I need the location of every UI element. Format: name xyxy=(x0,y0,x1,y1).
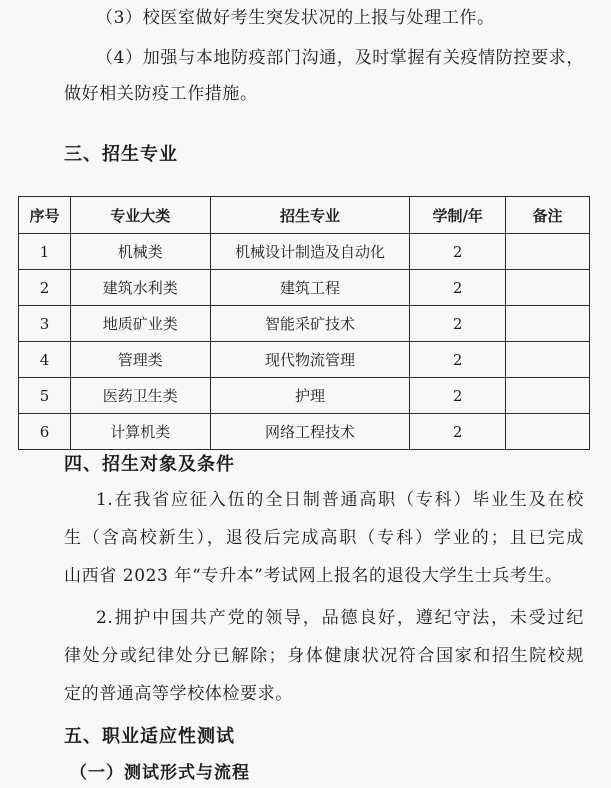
majors-table xyxy=(18,196,590,450)
table-cell: 2 xyxy=(410,270,506,306)
table-cell: 医药卫生类 xyxy=(70,378,210,414)
table-header-cell: 备注 xyxy=(506,197,590,234)
table-cell: 计算机类 xyxy=(70,414,210,450)
table-cell: 1 xyxy=(19,234,71,270)
table-cell: 2 xyxy=(19,270,71,306)
table-cell: 5 xyxy=(19,378,71,414)
table-cell: 建筑水利类 xyxy=(70,270,210,306)
table-cell: 6 xyxy=(19,414,71,450)
table-cell: 2 xyxy=(410,342,506,378)
table-cell xyxy=(506,234,590,270)
section-heading-eligibility: 四、招生对象及条件 xyxy=(64,454,235,475)
table-header-cell: 学制/年 xyxy=(410,197,506,234)
table-row xyxy=(19,342,590,378)
table-cell xyxy=(506,306,590,342)
table-cell xyxy=(506,378,590,414)
table-cell: 2 xyxy=(410,414,506,450)
table-cell: 智能采矿技术 xyxy=(210,306,410,342)
paragraph-eligibility-2-line3: 定的普通高等学校体检要求。 xyxy=(64,684,293,704)
subheading-test-format: （一）测试形式与流程 xyxy=(70,763,250,783)
paragraph-epidemic-line1: （4）加强与本地防疫部门沟通，及时掌握有关疫情防控要求， xyxy=(96,48,584,68)
paragraph-eligibility-1-line3: 山西省 2023 年“专升本”考试网上报名的退役大学生士兵考生。 xyxy=(64,566,563,586)
table-cell xyxy=(506,414,590,450)
table-row xyxy=(19,414,590,450)
table-cell: 4 xyxy=(19,342,71,378)
table-cell: 地质矿业类 xyxy=(70,306,210,342)
paragraph-eligibility-1-line1: 1.在我省应征入伍的全日制普通高职（专科）毕业生及在校 xyxy=(96,490,584,510)
paragraph-eligibility-2-line2: 律处分或纪律处分已解除；身体健康状况符合国家和招生院校规 xyxy=(64,646,584,666)
table-cell: 现代物流管理 xyxy=(210,342,410,378)
table-cell: 机械类 xyxy=(70,234,210,270)
table-row xyxy=(19,306,590,342)
paragraph-eligibility-2-line1: 2.拥护中国共产党的领导，品德良好，遵纪守法，未受过纪 xyxy=(96,608,584,628)
table-cell: 网络工程技术 xyxy=(210,414,410,450)
table-row xyxy=(19,270,590,306)
table-cell: 3 xyxy=(19,306,71,342)
table-cell: 2 xyxy=(410,234,506,270)
table-cell: 2 xyxy=(410,306,506,342)
table-header-cell: 序号 xyxy=(19,197,71,234)
table-cell: 机械设计制造及自动化 xyxy=(210,234,410,270)
table-cell: 建筑工程 xyxy=(210,270,410,306)
table-header-row xyxy=(19,197,590,234)
table-header-cell: 招生专业 xyxy=(210,197,410,234)
table-cell: 2 xyxy=(410,378,506,414)
table-cell: 管理类 xyxy=(70,342,210,378)
paragraph-eligibility-1-line2: 生（含高校新生），退役后完成高职（专科）学业的；且已完成 xyxy=(64,528,584,548)
table-cell xyxy=(506,270,590,306)
section-heading-aptitude-test: 五、职业适应性测试 xyxy=(64,726,235,747)
section-heading-majors: 三、招生专业 xyxy=(64,144,178,165)
paragraph-clinic: （3）校医室做好考生突发状况的上报与处理工作。 xyxy=(96,8,495,28)
table-row xyxy=(19,234,590,270)
paragraph-epidemic-line2: 做好相关防疫工作措施。 xyxy=(64,84,258,104)
table-header-cell: 专业大类 xyxy=(70,197,210,234)
table-row xyxy=(19,378,590,414)
table-cell xyxy=(506,342,590,378)
table-cell: 护理 xyxy=(210,378,410,414)
